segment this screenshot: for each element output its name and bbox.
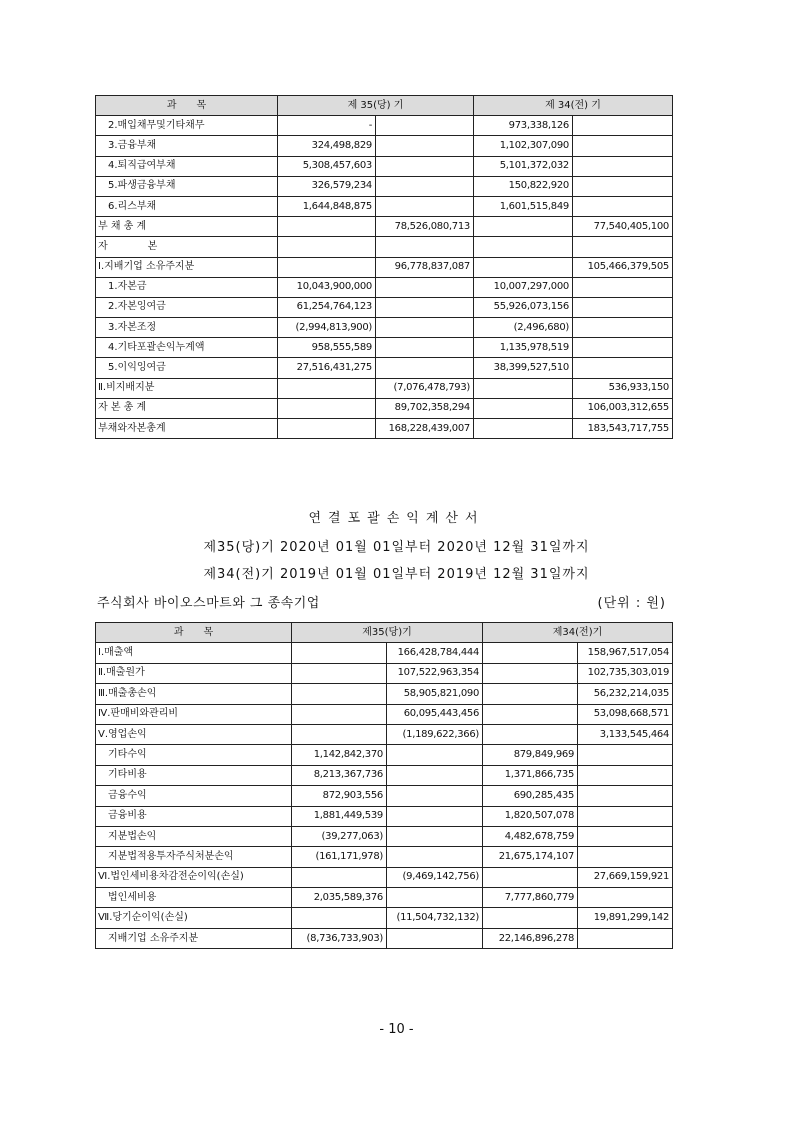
- amount-cell-c2: [376, 136, 474, 156]
- row-label: Ⅰ.매출액: [96, 643, 292, 663]
- row-label: Ⅶ.당기순이익(손실): [96, 908, 292, 928]
- amount-cell-c2: [387, 806, 483, 826]
- amount-cell-c1: [278, 237, 376, 257]
- amount-cell-c2: (9,469,142,756): [387, 867, 483, 887]
- amount-cell-c1: [278, 378, 376, 398]
- table-row: [96, 867, 673, 887]
- table-row: [96, 786, 673, 806]
- table-row: [96, 196, 673, 216]
- amount-cell-c3: [474, 257, 573, 277]
- amount-cell-c1: [278, 419, 376, 439]
- amount-cell-c4: [573, 237, 673, 257]
- amount-cell-c4: [578, 826, 673, 846]
- amount-cell-c4: 56,232,214,035: [578, 684, 673, 704]
- amount-cell-c4: [578, 806, 673, 826]
- amount-cell-c3: [483, 867, 578, 887]
- row-label: Ⅱ.매출원가: [96, 663, 292, 683]
- row-label: 자 본: [96, 237, 278, 257]
- period-current: 제35(당)기 2020년 01월 01일부터 2020년 12월 31일까지: [203, 540, 590, 555]
- amount-cell-c2: [387, 765, 483, 785]
- table-row: [96, 419, 673, 439]
- amount-cell-c3: 5,101,372,032: [474, 156, 573, 176]
- table-row: [96, 237, 673, 257]
- amount-cell-c3: [474, 237, 573, 257]
- table-row: [96, 136, 673, 156]
- amount-cell-c2: (7,076,478,793): [376, 378, 474, 398]
- amount-cell-c4: [578, 786, 673, 806]
- table-header-row: [96, 96, 673, 116]
- table-row: [96, 704, 673, 724]
- amount-cell-c1: [292, 643, 387, 663]
- table-row: [96, 217, 673, 237]
- amount-cell-c3: 973,338,126: [474, 116, 573, 136]
- amount-cell-c2: 60,095,443,456: [387, 704, 483, 724]
- amount-cell-c2: [387, 888, 483, 908]
- amount-cell-c1: (2,994,813,900): [278, 318, 376, 338]
- row-label: 금융수익: [96, 786, 292, 806]
- row-label: 4.기타포괄손익누계액: [96, 338, 278, 358]
- amount-cell-c3: 38,399,527,510: [474, 358, 573, 378]
- amount-cell-c1: 1,644,848,875: [278, 196, 376, 216]
- table-row: [96, 116, 673, 136]
- amount-cell-c4: 106,003,312,655: [573, 398, 673, 418]
- amount-cell-c2: [376, 116, 474, 136]
- amount-cell-c3: [474, 398, 573, 418]
- row-label: 기타수익: [96, 745, 292, 765]
- table-row: [96, 724, 673, 744]
- amount-cell-c3: 55,926,073,156: [474, 297, 573, 317]
- row-label: 지분법적용투자주식처분손익: [96, 847, 292, 867]
- amount-cell-c1: (161,171,978): [292, 847, 387, 867]
- amount-cell-c3: 1,102,307,090: [474, 136, 573, 156]
- table-row: [96, 277, 673, 297]
- amount-cell-c3: [483, 724, 578, 744]
- amount-cell-c1: [278, 257, 376, 277]
- amount-cell-c4: [573, 318, 673, 338]
- row-label: 금융비용: [96, 806, 292, 826]
- row-label: Ⅳ.판매비와관리비: [96, 704, 292, 724]
- amount-cell-c2: [376, 277, 474, 297]
- amount-cell-c4: [573, 176, 673, 196]
- amount-cell-c1: [292, 867, 387, 887]
- amount-cell-c2: [376, 156, 474, 176]
- column-header-account: 과 목: [96, 96, 278, 116]
- row-label: 5.파생금융부채: [96, 176, 278, 196]
- income-statement-table: [95, 622, 673, 949]
- page-number: - 10 -: [379, 1022, 414, 1037]
- amount-cell-c2: [376, 338, 474, 358]
- amount-cell-c3: 4,482,678,759: [483, 826, 578, 846]
- row-label: Ⅲ.매출총손익: [96, 684, 292, 704]
- amount-cell-c3: [474, 419, 573, 439]
- table-row: [96, 176, 673, 196]
- table-row: [96, 358, 673, 378]
- row-label: 4.퇴직급여부채: [96, 156, 278, 176]
- row-label: 자 본 총 계: [96, 398, 278, 418]
- amount-cell-c4: [573, 358, 673, 378]
- balance-sheet-table: [95, 95, 673, 439]
- amount-cell-c3: 1,820,507,078: [483, 806, 578, 826]
- amount-cell-c1: (8,736,733,903): [292, 928, 387, 948]
- amount-cell-c2: [376, 237, 474, 257]
- amount-cell-c2: 58,905,821,090: [387, 684, 483, 704]
- amount-cell-c1: -: [278, 116, 376, 136]
- amount-cell-c3: [483, 908, 578, 928]
- amount-cell-c3: (2,496,680): [474, 318, 573, 338]
- amount-cell-c2: (1,189,622,366): [387, 724, 483, 744]
- table-row: [96, 908, 673, 928]
- amount-cell-c1: 61,254,764,123: [278, 297, 376, 317]
- table-row: [96, 826, 673, 846]
- row-label: 2.매입채무및기타채무: [96, 116, 278, 136]
- amount-cell-c4: 102,735,303,019: [578, 663, 673, 683]
- amount-cell-c3: [483, 643, 578, 663]
- row-label: 부채와자본총계: [96, 419, 278, 439]
- amount-cell-c1: [292, 663, 387, 683]
- amount-cell-c2: 168,228,439,007: [376, 419, 474, 439]
- table-row: [96, 643, 673, 663]
- amount-cell-c4: [573, 156, 673, 176]
- amount-cell-c2: [376, 176, 474, 196]
- unit-label: (단위 : 원): [597, 596, 666, 611]
- table-row: [96, 663, 673, 683]
- amount-cell-c4: [578, 928, 673, 948]
- amount-cell-c3: 690,285,435: [483, 786, 578, 806]
- amount-cell-c2: 96,778,837,087: [376, 257, 474, 277]
- amount-cell-c2: 78,526,080,713: [376, 217, 474, 237]
- amount-cell-c2: 107,522,963,354: [387, 663, 483, 683]
- amount-cell-c1: 10,043,900,000: [278, 277, 376, 297]
- row-label: 지분법손익: [96, 826, 292, 846]
- amount-cell-c4: [578, 745, 673, 765]
- table-row: [96, 847, 673, 867]
- amount-cell-c4: 105,466,379,505: [573, 257, 673, 277]
- amount-cell-c3: [483, 684, 578, 704]
- amount-cell-c1: [292, 908, 387, 928]
- row-label: 6.리스부채: [96, 196, 278, 216]
- amount-cell-c4: [578, 847, 673, 867]
- amount-cell-c2: [387, 745, 483, 765]
- table-row: [96, 318, 673, 338]
- amount-cell-c1: [292, 684, 387, 704]
- row-label: 5.이익잉여금: [96, 358, 278, 378]
- amount-cell-c3: 22,146,896,278: [483, 928, 578, 948]
- amount-cell-c1: 8,213,367,736: [292, 765, 387, 785]
- amount-cell-c4: [578, 888, 673, 908]
- table-row: [96, 398, 673, 418]
- row-label: 2.자본잉여금: [96, 297, 278, 317]
- row-label: 1.자본금: [96, 277, 278, 297]
- amount-cell-c1: [292, 724, 387, 744]
- row-label: Ⅱ.비지배지분: [96, 378, 278, 398]
- table-row: [96, 806, 673, 826]
- column-header-prior: 제34(전)기: [483, 623, 673, 643]
- amount-cell-c2: [376, 358, 474, 378]
- amount-cell-c3: 1,371,866,735: [483, 765, 578, 785]
- row-label: 법인세비용: [96, 888, 292, 908]
- amount-cell-c2: [387, 847, 483, 867]
- amount-cell-c1: 1,881,449,539: [292, 806, 387, 826]
- row-label: 기타비용: [96, 765, 292, 785]
- amount-cell-c2: [387, 928, 483, 948]
- amount-cell-c1: [278, 217, 376, 237]
- amount-cell-c1: 1,142,842,370: [292, 745, 387, 765]
- column-header-prior: 제 34(전) 기: [474, 96, 673, 116]
- amount-cell-c1: 872,903,556: [292, 786, 387, 806]
- company-name: 주식회사 바이오스마트와 그 종속기업: [97, 596, 320, 611]
- amount-cell-c3: 21,675,174,107: [483, 847, 578, 867]
- amount-cell-c4: 27,669,159,921: [578, 867, 673, 887]
- amount-cell-c2: [387, 786, 483, 806]
- column-header-current: 제35(당)기: [292, 623, 483, 643]
- table-row: [96, 765, 673, 785]
- row-label: Ⅴ.영업손익: [96, 724, 292, 744]
- row-label: 부 채 총 계: [96, 217, 278, 237]
- table-row: [96, 745, 673, 765]
- amount-cell-c1: (39,277,063): [292, 826, 387, 846]
- table-header-row: [96, 623, 673, 643]
- amount-cell-c4: [578, 765, 673, 785]
- table-row: [96, 888, 673, 908]
- amount-cell-c4: [573, 116, 673, 136]
- row-label: 3.자본조정: [96, 318, 278, 338]
- table-row: [96, 378, 673, 398]
- amount-cell-c2: [376, 196, 474, 216]
- row-label: 지배기업 소유주지분: [96, 928, 292, 948]
- amount-cell-c2: (11,504,732,132): [387, 908, 483, 928]
- table-row: [96, 156, 673, 176]
- amount-cell-c3: [483, 704, 578, 724]
- table-row: [96, 297, 673, 317]
- amount-cell-c3: 1,601,515,849: [474, 196, 573, 216]
- amount-cell-c1: [292, 704, 387, 724]
- amount-cell-c2: 89,702,358,294: [376, 398, 474, 418]
- amount-cell-c1: 326,579,234: [278, 176, 376, 196]
- amount-cell-c4: 158,967,517,054: [578, 643, 673, 663]
- amount-cell-c2: [376, 297, 474, 317]
- amount-cell-c1: [278, 398, 376, 418]
- period-prior: 제34(전)기 2019년 01월 01일부터 2019년 12월 31일까지: [203, 567, 590, 582]
- amount-cell-c1: 2,035,589,376: [292, 888, 387, 908]
- amount-cell-c2: [387, 826, 483, 846]
- amount-cell-c4: 77,540,405,100: [573, 217, 673, 237]
- amount-cell-c3: 10,007,297,000: [474, 277, 573, 297]
- amount-cell-c3: 7,777,860,779: [483, 888, 578, 908]
- amount-cell-c3: [483, 663, 578, 683]
- amount-cell-c4: 3,133,545,464: [578, 724, 673, 744]
- row-label: Ⅰ.지배기업 소유주지분: [96, 257, 278, 277]
- column-header-current: 제 35(당) 기: [278, 96, 474, 116]
- amount-cell-c4: [573, 277, 673, 297]
- column-header-account: 과 목: [96, 623, 292, 643]
- amount-cell-c4: [573, 338, 673, 358]
- row-label: Ⅵ.법인세비용차감전순이익(손실): [96, 867, 292, 887]
- amount-cell-c3: 1,135,978,519: [474, 338, 573, 358]
- amount-cell-c1: 27,516,431,275: [278, 358, 376, 378]
- table-row: [96, 257, 673, 277]
- amount-cell-c4: [573, 297, 673, 317]
- amount-cell-c3: [474, 217, 573, 237]
- amount-cell-c4: 53,098,668,571: [578, 704, 673, 724]
- row-label: 3.금융부채: [96, 136, 278, 156]
- amount-cell-c2: [376, 318, 474, 338]
- amount-cell-c1: 958,555,589: [278, 338, 376, 358]
- amount-cell-c1: 324,498,829: [278, 136, 376, 156]
- amount-cell-c4: [573, 136, 673, 156]
- table-row: [96, 338, 673, 358]
- amount-cell-c4: 536,933,150: [573, 378, 673, 398]
- amount-cell-c3: 879,849,969: [483, 745, 578, 765]
- table-row: [96, 928, 673, 948]
- amount-cell-c4: 19,891,299,142: [578, 908, 673, 928]
- statement-title: 연결포괄손익계산서: [308, 511, 485, 526]
- amount-cell-c4: 183,543,717,755: [573, 419, 673, 439]
- amount-cell-c3: 150,822,920: [474, 176, 573, 196]
- amount-cell-c1: 5,308,457,603: [278, 156, 376, 176]
- amount-cell-c4: [573, 196, 673, 216]
- amount-cell-c3: [474, 378, 573, 398]
- amount-cell-c2: 166,428,784,444: [387, 643, 483, 663]
- table-row: [96, 684, 673, 704]
